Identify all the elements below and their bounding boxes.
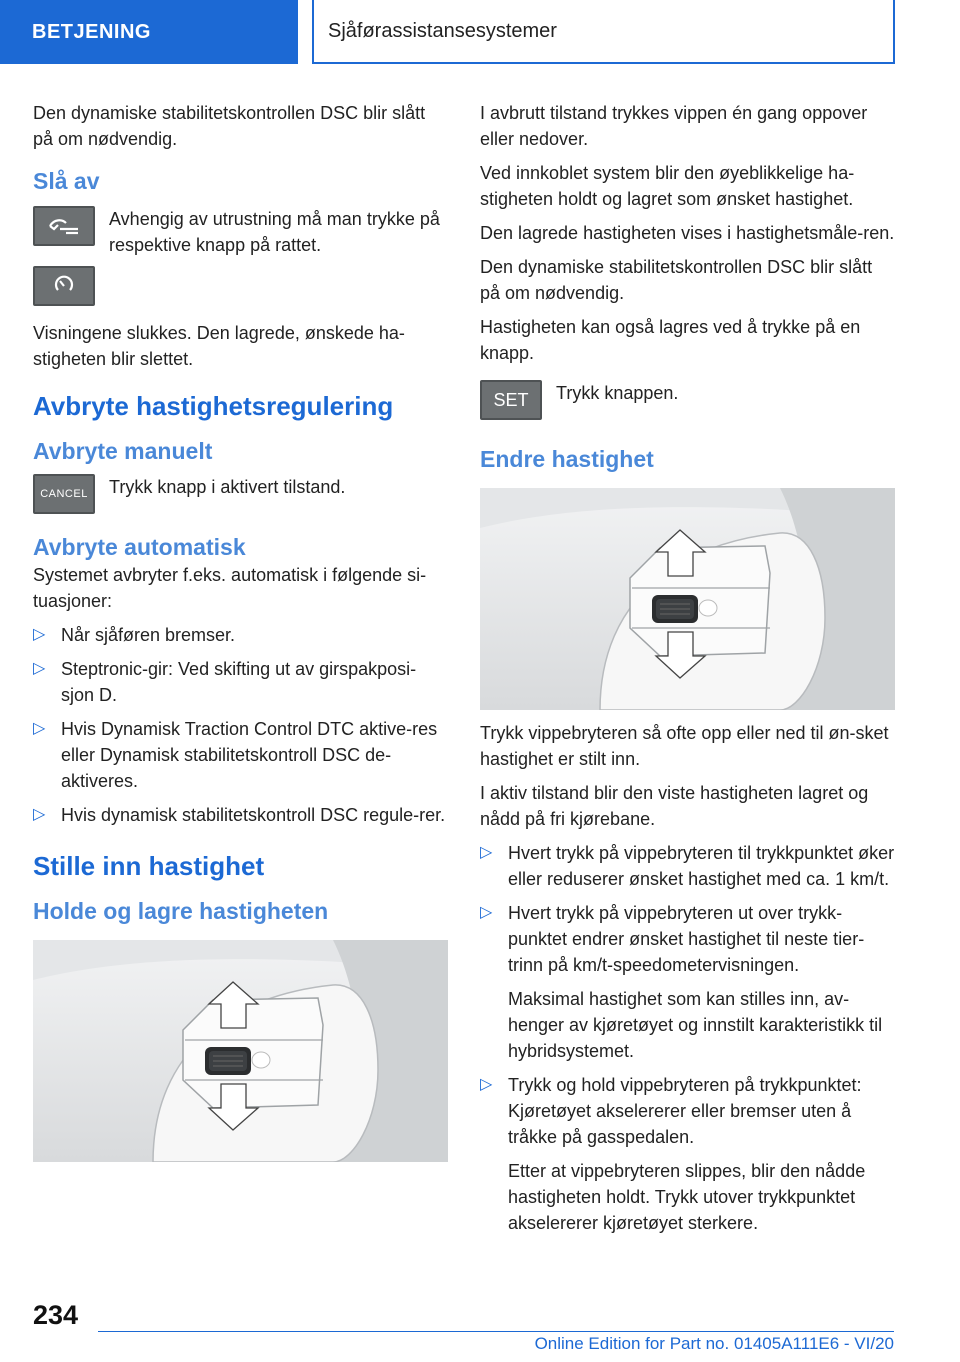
section-label: BETJENING (32, 20, 151, 43)
bullet-triangle-icon: ▷ (480, 904, 493, 921)
section-tab (0, 0, 298, 64)
list-item: ▷ Når sjåføren bremser. (33, 622, 448, 648)
right-p5: Hastigheten kan også lagres ved å trykke på en knapp. (480, 317, 861, 363)
bullet-triangle-icon: ▷ (33, 660, 46, 677)
heading-holde-lagre: Holde og lagre hastigheten (33, 898, 329, 924)
list-item: ▷ Trykk og hold vippebryteren på trykkpunktet: Kjøretøyet akselererer eller bremser uten å tråkke på gasspedalen. (480, 1072, 895, 1150)
steering-wheel-rocker-photo (33, 940, 448, 1162)
right-p4: Den dynamiske stabilitetskontrollen DSC blir slått på om nødvendig. (480, 257, 873, 303)
cancel-button-icon (33, 474, 95, 514)
sla-av-after-text: Visningene slukkes. Den lagrede, ønskede ha-stigheten blir slettet. (33, 323, 405, 369)
endre-list (480, 840, 895, 978)
footer-divider (98, 1331, 894, 1332)
button-row-cancel (33, 474, 448, 514)
set-button-icon (480, 380, 542, 420)
heading-stille-inn: Stille inn hastighet (33, 851, 265, 881)
heading-avbryte-manuelt: Avbryte manuelt (33, 438, 213, 464)
automatisk-intro: Systemet avbryter f.eks. automatisk i følgende si-tuasjoner: (33, 565, 427, 611)
list-item: ▷ Steptronic-gir: Ved skifting ut av girspakposi-sjon D. (33, 656, 448, 708)
list-item: ▷ Hvert trykk på vippebryteren til trykkpunktet øker eller reduserer ønsket hastighet med ca. 1 km/t. (480, 840, 895, 892)
set-instruction: Trykk knappen. (556, 383, 679, 403)
steering-assist-button-icon (33, 206, 95, 246)
bullet2-subtext: Maksimal hastighet som kan stilles inn, av-henger av kjøretøyet og innstilt karakteristikk til hybridsystemet. (508, 989, 883, 1061)
heading-avbryte-automatisk: Avbryte automatisk (33, 534, 246, 560)
footer-edition: Online Edition for Part no. 01405A111E6 - VI/20 (534, 1334, 894, 1353)
heading-endre-hastighet: Endre hastighet (480, 446, 654, 472)
right-p1: I avbrutt tilstand trykkes vippen én gang oppover eller nedover. (480, 103, 868, 149)
list-item: ▷ Hvert trykk på vippebryteren ut over trykk-punktet endrer ønsket hastighet til neste tier-trinn på km/t-speedometervisningen. (480, 900, 895, 978)
list-item: ▷ Hvis Dynamisk Traction Control DTC aktive-res eller Dynamisk stabilitetskontroll DSC de-aktiveres. (33, 716, 448, 794)
bullet3-subtext: Etter at vippebryteren slippes, blir den nådde hastigheten holdt. Trykk utover trykkpunktet akselererer kjøretøyet sterkere. (508, 1161, 866, 1233)
assist-instruction: Avhengig av utrustning må man trykke på respektive knapp på rattet. (109, 209, 440, 255)
endre-list-2 (480, 1072, 895, 1150)
cancel-instruction: Trykk knapp i aktivert tilstand. (109, 477, 346, 497)
list-item: ▷ Hvis dynamisk stabilitetskontroll DSC regule-rer. (33, 802, 448, 828)
steering-wheel-rocker-photo-2 (480, 488, 895, 710)
bullet-triangle-icon: ▷ (33, 806, 46, 823)
heading-avbryte: Avbryte hastighetsregulering (33, 391, 394, 421)
bullet-triangle-icon: ▷ (33, 626, 46, 643)
endre-p1: Trykk vippebryteren så ofte opp eller ned til øn-sket hastighet er stilt inn. (480, 723, 889, 769)
right-column (480, 100, 895, 1244)
cancel-label: CANCEL (40, 488, 88, 500)
heading-sla-av: Slå av (33, 168, 100, 194)
speed-limiter-button-icon (33, 266, 95, 306)
button-row-set (480, 380, 895, 420)
intro-paragraph: Den dynamiske stabilitetskontrollen DSC blir slått på om nødvendig. (33, 103, 426, 149)
left-column (33, 100, 448, 1162)
bullet-triangle-icon: ▷ (480, 1076, 493, 1093)
set-label: SET (493, 390, 529, 410)
automatisk-list (33, 622, 448, 828)
chapter-title: Sjåførassistansesystemer (328, 19, 557, 42)
chapter-title-bar (312, 0, 895, 64)
button-row-assist (33, 206, 448, 258)
bullet-triangle-icon: ▷ (480, 844, 493, 861)
right-p3: Den lagrede hastigheten vises i hastighetsmåle-ren. (480, 223, 895, 243)
bullet-triangle-icon: ▷ (33, 720, 46, 737)
right-p2: Ved innkoblet system blir den øyeblikkelige ha-stigheten holdt og lagret som ønsket hastighet. (480, 163, 855, 209)
button-row-limiter (33, 266, 448, 306)
page-number: 234 (33, 1300, 79, 1330)
endre-p2: I aktiv tilstand blir den viste hastigheten lagret og nådd på fri kjørebane. (480, 783, 869, 829)
